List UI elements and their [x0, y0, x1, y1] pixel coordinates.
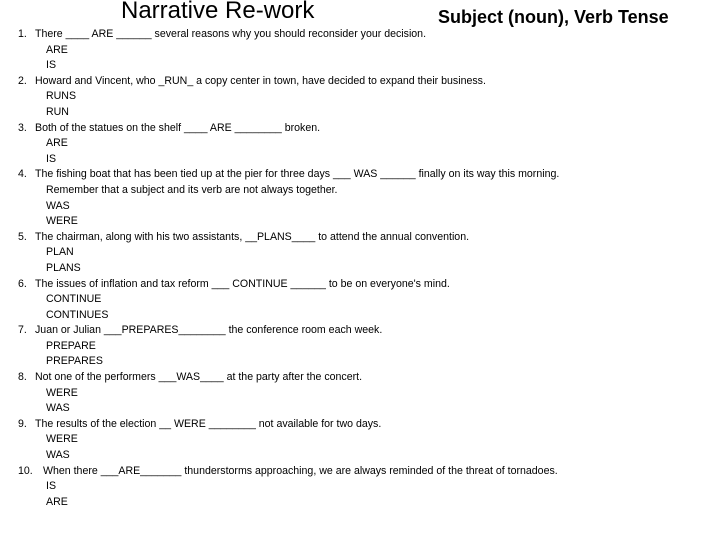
answer-option: WAS [46, 449, 70, 462]
question-number: 4. [18, 168, 27, 181]
answer-option: PREPARES [46, 355, 103, 368]
answer-option: RUN [46, 105, 69, 118]
question-text: Howard and Vincent, who _RUN_ a copy center in town, have decided to expand their business. [35, 74, 486, 87]
question-5 [18, 230, 716, 277]
answer-option: IS [46, 59, 57, 72]
page-subtitle: Subject (noun), Verb Tense [438, 7, 669, 27]
question-9 [18, 417, 716, 464]
question-3 [18, 121, 716, 168]
question-text: The fishing boat that has been tied up at the pier for three days ___ WAS ______ finally on its way this morning. [35, 168, 560, 181]
question-number: 7. [18, 324, 27, 337]
answer-option: CONTINUES [46, 308, 109, 321]
question-number: 10. [18, 464, 33, 477]
question-text: There ____ ARE ______ several reasons why you should reconsider your decision. [35, 28, 427, 40]
question-text: Not one of the performers ___WAS____ at the party after the concert. [35, 371, 363, 384]
question-text: When there ___ARE_______ thunderstorms approaching, we are always reminded of the threat of tornadoes. [43, 464, 558, 477]
answer-option: CONTINUE [46, 293, 102, 306]
answer-option: WAS [46, 199, 70, 212]
question-number: 2. [18, 74, 27, 87]
question-text: The chairman, along with his two assistants, __PLANS____ to attend the annual convention. [35, 230, 470, 243]
question-number: 9. [18, 417, 27, 430]
question-text: Juan or Julian ___PREPARES________ the conference room each week. [35, 324, 383, 337]
question-6 [18, 277, 716, 324]
question-4 [18, 167, 716, 229]
question-8 [18, 370, 716, 417]
answer-option: IS [46, 480, 57, 493]
question-note: Remember that a subject and its verb are not always together. [46, 183, 338, 196]
question-list [18, 27, 716, 510]
answer-option: WAS [46, 402, 70, 415]
question-number: 8. [18, 371, 27, 384]
question-text: The issues of inflation and tax reform ___ CONTINUE ______ to be on everyone's mind. [35, 277, 450, 290]
question-1 [18, 27, 716, 74]
answer-option: ARE [46, 137, 68, 150]
question-2 [18, 74, 716, 121]
answer-option: WERE [46, 215, 78, 228]
question-7 [18, 323, 716, 370]
answer-option: PREPARE [46, 339, 96, 352]
question-10 [18, 464, 716, 511]
answer-option: ARE [46, 495, 68, 508]
question-text: Both of the statues on the shelf ____ ARE ________ broken. [35, 121, 321, 134]
question-text: The results of the election __ WERE ________ not available for two days. [35, 417, 382, 430]
answer-option: RUNS [46, 90, 77, 103]
answer-option: PLANS [46, 261, 81, 274]
answer-option: PLAN [46, 246, 74, 259]
question-number: 6. [18, 277, 27, 290]
answer-option: IS [46, 152, 57, 165]
question-number: 1. [18, 28, 27, 40]
answer-option: WERE [46, 433, 78, 446]
question-number: 3. [18, 121, 27, 134]
question-number: 5. [18, 230, 27, 243]
answer-option: WERE [46, 386, 78, 399]
page-title: Narrative Re-work [121, 0, 315, 24]
answer-option: ARE [46, 43, 68, 56]
